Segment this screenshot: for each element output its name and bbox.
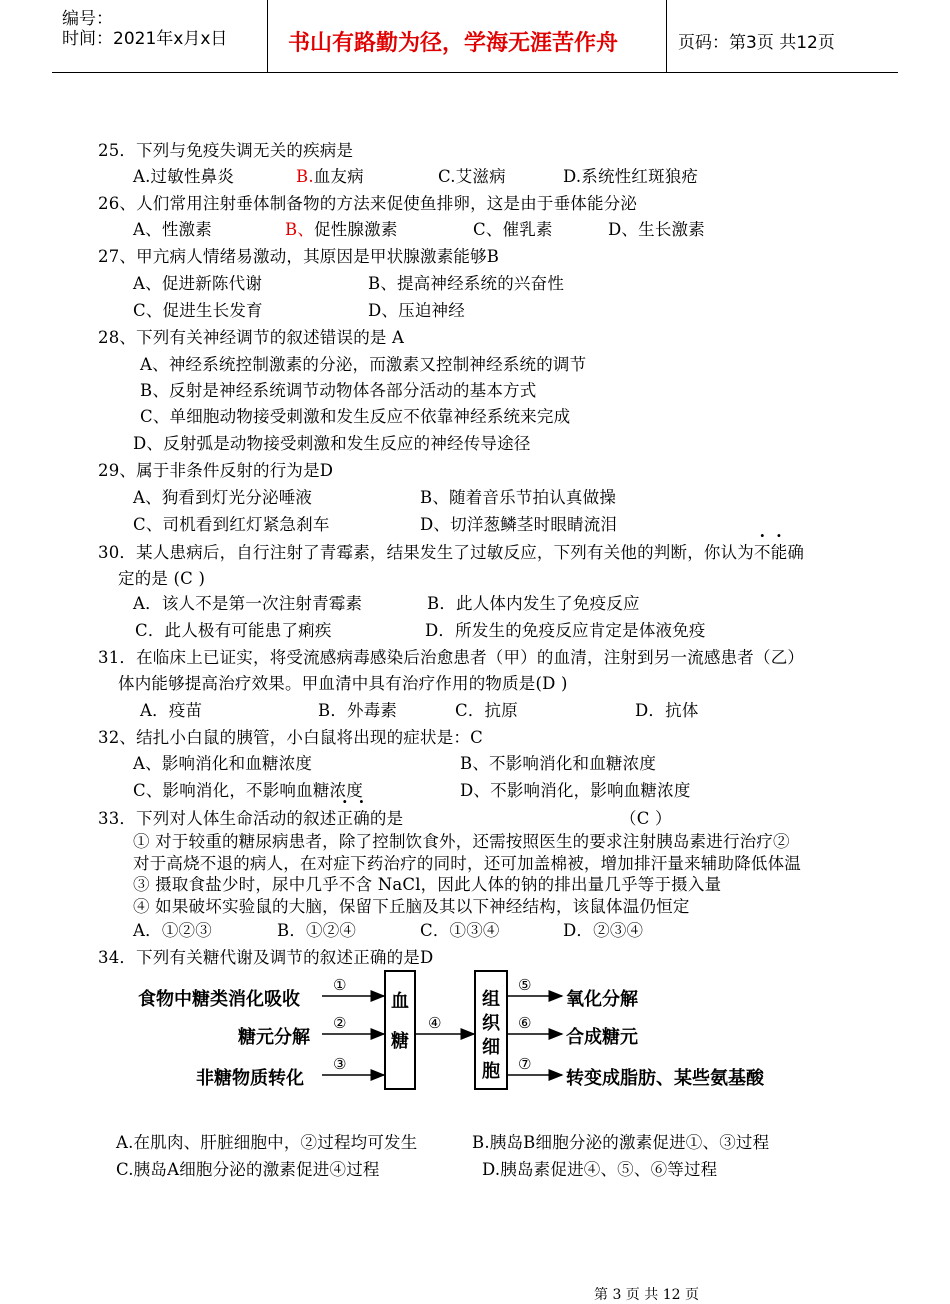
- option-d: D、压迫神经: [368, 301, 465, 320]
- stem-text: 30．某人患病后，自行注射了青霉素，结果发生了过敏反应，下列有关他的判断，你认为: [98, 543, 754, 562]
- source-gluconeogenesis: 非糖物质转化: [196, 1068, 304, 1089]
- option-d: D．②③④: [563, 921, 644, 940]
- option-b: B、反射是神经系统调节动物体各部分活动的基本方式: [140, 381, 537, 400]
- option-a: A.过敏性鼻炎: [133, 167, 235, 186]
- option-b: B．①②④: [277, 921, 357, 940]
- option-b: B．此人体内发生了免疫反应: [427, 594, 640, 613]
- option-a: A．该人不是第一次注射青霉素: [133, 594, 363, 613]
- question-stem: 32、结扎小白鼠的胰管，小白鼠将出现的症状是：C: [98, 728, 483, 747]
- option-a: A、性激素: [133, 220, 212, 239]
- option-b: B.胰岛B细胞分泌的激素促进①、③过程: [472, 1133, 770, 1152]
- emphasis-char: 能: [770, 543, 788, 562]
- option-c: C．抗原: [455, 701, 518, 720]
- option-a: A．①②③: [133, 921, 212, 940]
- output-glycogen: 合成糖元: [566, 1027, 638, 1048]
- statement-1: ① 对于较重的糖尿病患者，除了控制饮食外，还需按照医生的要求注射胰岛素进行治疗②: [133, 832, 790, 851]
- option-b: B、不影响消化和血糖浓度: [460, 754, 657, 773]
- question-stem-line2: 体内能够提高治疗效果。甲血清中具有治疗作用的物质是(D ): [118, 674, 568, 693]
- sugar-char: 糖: [391, 1031, 409, 1052]
- step-5-label: ⑤: [518, 976, 532, 994]
- option-c: C.胰岛A细胞分泌的激素促进④过程: [116, 1160, 380, 1179]
- option-c: C.艾滋病: [438, 167, 506, 186]
- option-letter: B.: [296, 167, 314, 186]
- emphasis-char: 确: [353, 809, 370, 828]
- statement-2: 对于高烧不退的病人，在对症下药治疗的同时，还可加盖棉被，增加排汗量来辅助降低体温: [133, 854, 801, 873]
- option-a: A、影响消化和血糖浓度: [133, 754, 313, 773]
- emphasis-char: 正: [336, 809, 354, 828]
- question-stem: 28、下列有关神经调节的叙述错误的是 A: [98, 328, 405, 347]
- option-a: A．疫苗: [140, 701, 203, 720]
- question-stem: 26、人们常用注射垂体制备物的方法来促使鱼排卵，这是由于垂体能分泌: [98, 194, 638, 213]
- tissue-char-2: 织: [482, 1013, 500, 1034]
- tissue-char-1: 组: [482, 989, 500, 1010]
- option-a: A、神经系统控制激素的分泌，而激素又控制神经系统的调节: [140, 355, 587, 374]
- option-d: D.系统性红斑狼疮: [563, 167, 699, 186]
- option-text: 血友病: [313, 167, 364, 186]
- statement-4: ④ 如果破坏实验鼠的大脑，保留下丘脑及其以下神经结构，该鼠体温仍恒定: [133, 897, 690, 916]
- option-c: C、单细胞动物接受刺激和发生反应不依靠神经系统来完成: [140, 407, 571, 426]
- emphasis-char: 不: [754, 543, 771, 562]
- option-d: D．抗体: [635, 701, 699, 720]
- step-2-label: ②: [333, 1014, 347, 1032]
- source-digestion: 食物中糖类消化吸收: [138, 989, 300, 1010]
- option-c: C、影响消化，不影响血糖浓度: [133, 781, 363, 800]
- question-stem: 31．在临床上已证实，将受流感病毒感染后治愈患者（甲）的血清，注射到另一流感患者（乙）: [98, 648, 805, 667]
- option-b: B、随着音乐节拍认真做操: [420, 488, 617, 507]
- blood-sugar-box: [384, 970, 416, 1090]
- blood-char: 血: [391, 991, 409, 1012]
- option-text: 促性腺激素: [314, 220, 398, 239]
- time-label: 时间：2021年x月x日: [62, 29, 228, 49]
- stem-text: 33．下列对人体生命活动的叙述: [98, 809, 337, 828]
- stem-text: 确: [787, 543, 805, 562]
- option-b: B、提高神经系统的兴奋性: [368, 274, 565, 293]
- question-stem: 34．下列有关糖代谢及调节的叙述正确的是D: [98, 948, 434, 967]
- page-label: 页码：第3页 共12页: [678, 33, 835, 53]
- option-d: D、不影响消化，影响血糖浓度: [460, 781, 691, 800]
- output-oxidation: 氧化分解: [566, 989, 638, 1010]
- option-a: A.在肌肉、肝脏细胞中，②过程均可发生: [116, 1133, 418, 1152]
- tissue-char-3: 细: [482, 1037, 500, 1058]
- question-stem: 29、属于非条件反射的行为是D: [98, 461, 334, 480]
- code-label: 编号：: [62, 9, 113, 29]
- tissue-cell-box: [474, 970, 508, 1090]
- source-glycogenolysis: 糖元分解: [238, 1027, 310, 1048]
- step-1-label: ①: [333, 976, 347, 994]
- option-a: A、狗看到灯光分泌唾液: [133, 488, 313, 507]
- stem-text: 的是: [369, 809, 404, 828]
- option-c: C、催乳素: [473, 220, 553, 239]
- step-3-label: ③: [333, 1055, 347, 1073]
- step-6-label: ⑥: [518, 1014, 532, 1032]
- option-d: D．所发生的免疫反应肯定是体液免疫: [425, 621, 706, 640]
- option-c: C．①③④: [420, 921, 500, 940]
- option-c: C、司机看到红灯紧急刹车: [133, 515, 330, 534]
- step-7-label: ⑦: [518, 1055, 532, 1073]
- option-a: A、促进新陈代谢: [133, 274, 263, 293]
- page-footer: 第 3 页 共 12 页: [594, 1287, 699, 1303]
- question-stem-line2: 定的是 (C ): [118, 569, 206, 588]
- question-stem: 25．下列与免疫失调无关的疾病是: [98, 141, 354, 160]
- option-d: D、切洋葱鳞茎时眼睛流泪: [420, 515, 618, 534]
- option-letter: B、: [285, 220, 315, 239]
- output-fat-amino: 转变成脂肪、某些氨基酸: [566, 1068, 764, 1089]
- statement-3: ③ 摄取食盐少时，尿中几乎不含 NaCl，因此人体的钠的排出量几乎等于摄入量: [133, 875, 722, 894]
- option-d: D、反射弧是动物接受刺激和发生反应的神经传导途径: [133, 434, 531, 453]
- option-c: C．此人极有可能患了痢疾: [135, 621, 332, 640]
- option-c: C、促进生长发育: [133, 301, 263, 320]
- step-4-label: ④: [428, 1014, 442, 1032]
- answer: （C ）: [620, 809, 672, 828]
- option-d: D、生长激素: [608, 220, 705, 239]
- motto: 书山有路勤为径，学海无涯苦作舟: [288, 30, 619, 56]
- tissue-char-4: 胞: [482, 1061, 500, 1082]
- option-d: D.胰岛素促进④、⑤、⑥等过程: [482, 1160, 718, 1179]
- question-stem: 27、甲亢病人情绪易激动，其原因是甲状腺激素能够B: [98, 247, 500, 266]
- option-b: B．外毒素: [318, 701, 398, 720]
